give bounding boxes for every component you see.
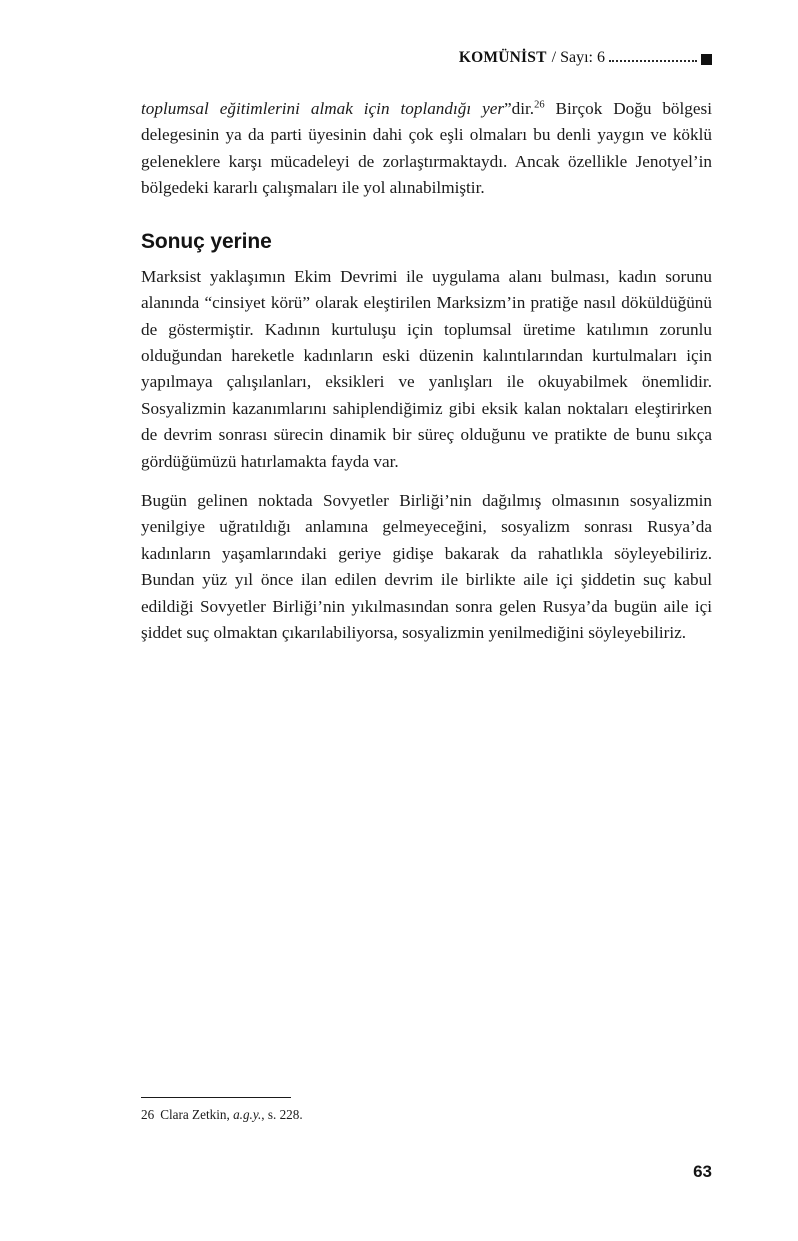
footnote-work-title: a.g.y. [233,1107,262,1122]
footnote-author: Clara Zetkin, [160,1107,230,1122]
paragraph-body: Bugün gelinen noktada Sovyetler Birliği’nin dağılmış olmasının sosyalizmin yenilgiye uğratıldığı anlamına gelmeyeceğini, sosyalizm sonrası Rusya’da kadınların yaşamlarındaki geriye gidişe bakarak da rahatlıkla söyleyebiliriz. Bundan yüz yıl önce ilan edilen devrim ile birlikte aile içi şiddetin suç kabul edildiği Sovyetler Birliği’nin yıkılmasından sonra gelen Rusya’da bugün aile içi şiddet suç olmaktan çıkarılabiliyorsa, sosyalizmin yenilmediğini söyleyebiliriz. [141,491,712,643]
header-separator: / [551,49,557,66]
section-heading: Sonuç yerine [141,229,272,253]
footnote-area [141,1097,712,1124]
running-header [141,47,712,69]
footnote-entry [141,1106,712,1124]
paragraph-continuation [141,96,712,202]
filled-square-icon [701,54,712,65]
header-issue-number: Sayı: 6 [560,49,605,66]
header-dotted-rule [609,59,697,62]
footnote-number: 26 [141,1107,155,1122]
footnote-page-reference: , s. 228. [261,1107,303,1122]
paragraph-continuation-text: Birçok Doğu bölgesi delegesinin ya da parti üyesinin dahi çok eşli olmaları bu denli yaygın ve köklü geleneklere karşı mücadeleyi de zorlaştırmaktaydı. Ancak özellikle Jenotyel’in bölgedeki kararlı çalışmaları ile yol alınabilmiştir. [141,99,712,198]
header-publication-title: KOMÜNİST [458,49,547,66]
page-number: 63 [693,1162,712,1181]
body-text-column [141,96,712,647]
paragraph-body: Marksist yaklaşımın Ekim Devrimi ile uygulama alanı bulması, kadın sorunu alanında “cinsiyet körü” olarak eleştirilen Marksizm’in pratiğe nasıl döküldüğünü de göstermiştir. Kadının kurtuluşu için toplumsal üretime katılımın zorunlu olduğundan hareketle kadınların eski düzenin kalıntılarından kurtulmaları için yapılmaya çalışılanları, eksikleri ve yanlışları ile okuyabilmek önemlidir. Sosyalizmin kazanımlarını sahiplendiğimiz gibi eksik kalan noktaları eleştirirken de devrim sonrası sürecin dinamik bir süreç olduğunu ve pratikte de bunu sıkça gördüğümüzü hatırlamakta fayda var. [141,266,712,471]
footnote-reference-marker: 26 [534,99,545,111]
footnote-separator-rule [141,1097,291,1098]
quoted-italic-phrase: toplumsal eğitimlerini almak için toplandığı yer [141,99,505,118]
quote-close: ”dir. [504,99,535,118]
